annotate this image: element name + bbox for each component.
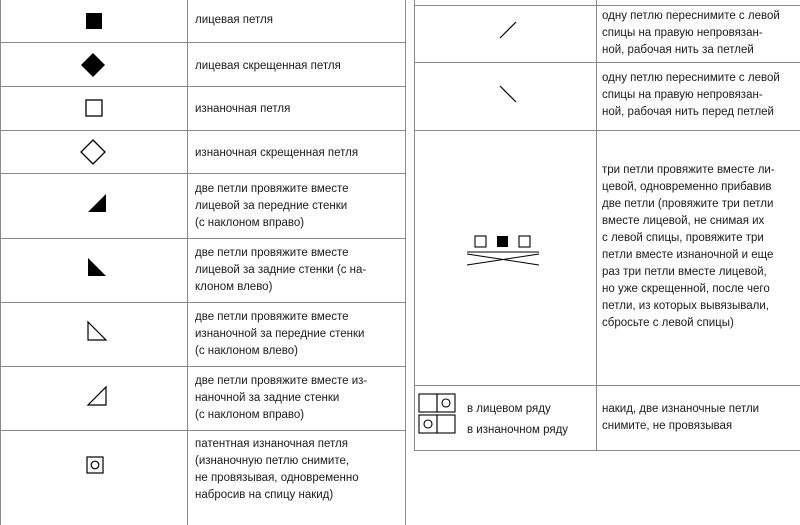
legend-text: две петли провяжите вместе изнаночной за передние стенки (с наклоном влево) [195, 311, 365, 357]
legend-text: две петли провяжите вместе лицевой за передние стенки (с наклоном вправо) [195, 183, 349, 229]
legend-text: две петли провяжите вместе лицевой за задние стенки (с на- клоном влево) [195, 247, 367, 293]
legend-text: накид, две изнаночные петли снимите, не провязывая [602, 403, 760, 432]
legend-text: лицевая скрещенная петля [195, 60, 341, 72]
row-label-face: в лицевом ряду [467, 403, 551, 415]
square-with-circle-icon [85, 455, 105, 475]
empty-diamond-icon [80, 139, 106, 165]
slash-left-icon [496, 82, 520, 106]
slash-right-icon [496, 18, 520, 42]
filled-triangle-left-icon [86, 256, 108, 278]
legend-text: лицевая петля [195, 14, 273, 26]
legend-text: изнаночная петля [195, 103, 291, 115]
filled-square-icon [84, 11, 104, 31]
legend-text: патентная изнаночная петля (изнаночную петлю снимите, не провязывая, одновременно набросив на спицу накид) [195, 438, 359, 501]
double-stitch-icon [418, 393, 460, 435]
legend-text: три петли провяжите вместе ли- цевой, одновременно прибавив две петли (провяжите три петли вместе лицевой, не снимая их с левой спицы, провяжите три петли вместе изнаночной и еще раз три петли вместе лицевой, но уже скрещенной, после чего петли, из которых вывязывали, сбросьте с левой спицы) [602, 164, 775, 329]
outline-triangle-right-icon [86, 385, 108, 407]
three-stitch-cross-icon [463, 234, 543, 268]
filled-triangle-right-icon [86, 192, 108, 214]
legend-text: две петли провяжите вместе из- наночной за задние стенки (с наклоном вправо) [195, 375, 368, 421]
outline-triangle-left-icon [86, 320, 108, 342]
legend-text: одну петлю переснимите с левой спицы на правую непровязан- ной, рабочая нить за петлей [602, 10, 780, 56]
legend-text: одну петлю переснимите с левой спицы на правую непровязан- ной, рабочая нить перед петлей [602, 72, 780, 118]
legend-text: изнаночная скрещенная петля [195, 147, 359, 159]
row-label-purl: в изнаночном ряду [467, 424, 569, 436]
empty-square-icon [84, 98, 104, 118]
filled-diamond-icon [80, 52, 106, 78]
